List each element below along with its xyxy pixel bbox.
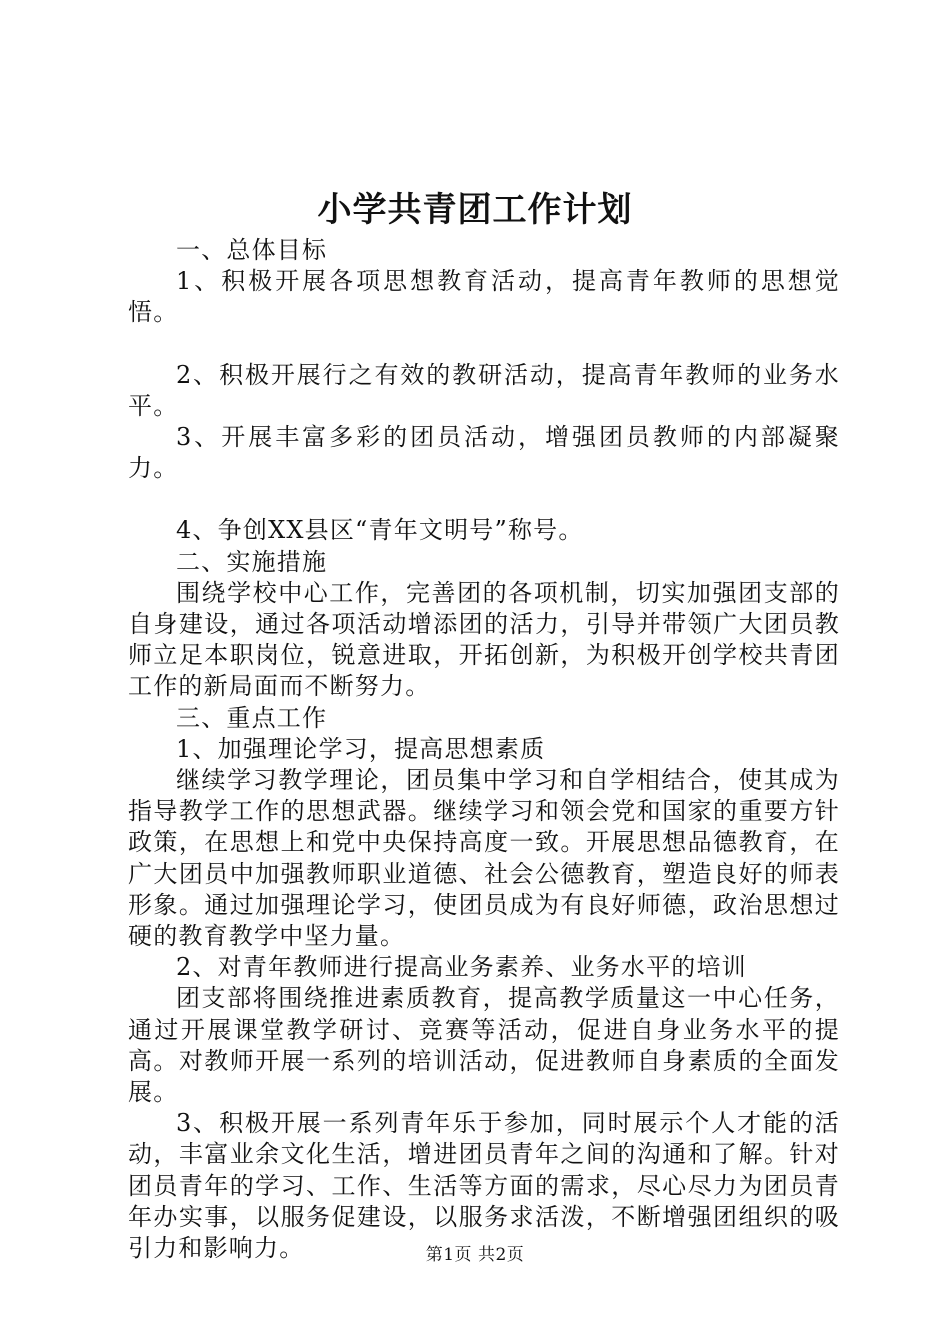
page-number-footer: 第1页 共2页 xyxy=(425,1245,525,1265)
document-title: 小学共青团工作计划 xyxy=(317,190,633,230)
document-body xyxy=(128,235,840,1264)
key-work-paragraph-1: 继续学习教学理论，团员集中学习和自学相结合，使其成为指导教学工作的思想武器。继续学习和领会党和国家的重要方针政策，在思想上和党中央保持高度一致。开展思想品德教育，在广大团员中加强教师职业道德、社会公德教育，塑造良好的师表形象。通过加强理论学习，使团员成为有良好师德，政治思想过硬的教育教学中坚力量。 xyxy=(128,766,840,951)
section-heading-measures: 二、实施措施 xyxy=(176,547,328,576)
measures-paragraph: 围绕学校中心工作，完善团的各项机制，切实加强团支部的自身建设，通过各项活动增添团的活力，引导并带领广大团员教师立足本职岗位，锐意进取，开拓创新，为积极开创学校共青团工作的新局面而不断努力。 xyxy=(128,578,840,701)
section-heading-key-work: 三、重点工作 xyxy=(176,703,328,732)
goal-item-4: 4、争创XX县区“青年文明号”称号。 xyxy=(176,516,584,545)
goal-item-2: 2、积极开展行之有效的教研活动，提高青年教师的业务水平。 xyxy=(128,360,840,420)
goal-item-3: 3、开展丰富多彩的团员活动，增强团员教师的内部凝聚力。 xyxy=(128,423,840,483)
goal-item-1: 1、积极开展各项思想教育活动，提高青年教师的思想觉悟。 xyxy=(128,267,840,327)
section-heading-goals: 一、总体目标 xyxy=(176,236,328,264)
key-work-heading-1: 1、加强理论学习，提高思想素质 xyxy=(176,734,546,763)
key-work-heading-2: 2、对青年教师进行提高业务素养、业务水平的培训 xyxy=(176,953,747,982)
key-work-paragraph-2: 团支部将围绕推进素质教育，提高教学质量这一中心任务，通过开展课堂教学研讨、竞赛等活动，促进自身业务水平的提高。对教师开展一系列的培训活动，促进教师自身素质的全面发展。 xyxy=(128,984,840,1107)
key-work-paragraph-3: 3、积极开展一系列青年乐于参加，同时展示个人才能的活动，丰富业余文化生活，增进团员青年之间的沟通和了解。针对团员青年的学习、工作、生活等方面的需求，尽心尽力为团员青年办实事，以服务促建设，以服务求活泼，不断增强团组织的吸引力和影响力。 xyxy=(128,1109,840,1263)
